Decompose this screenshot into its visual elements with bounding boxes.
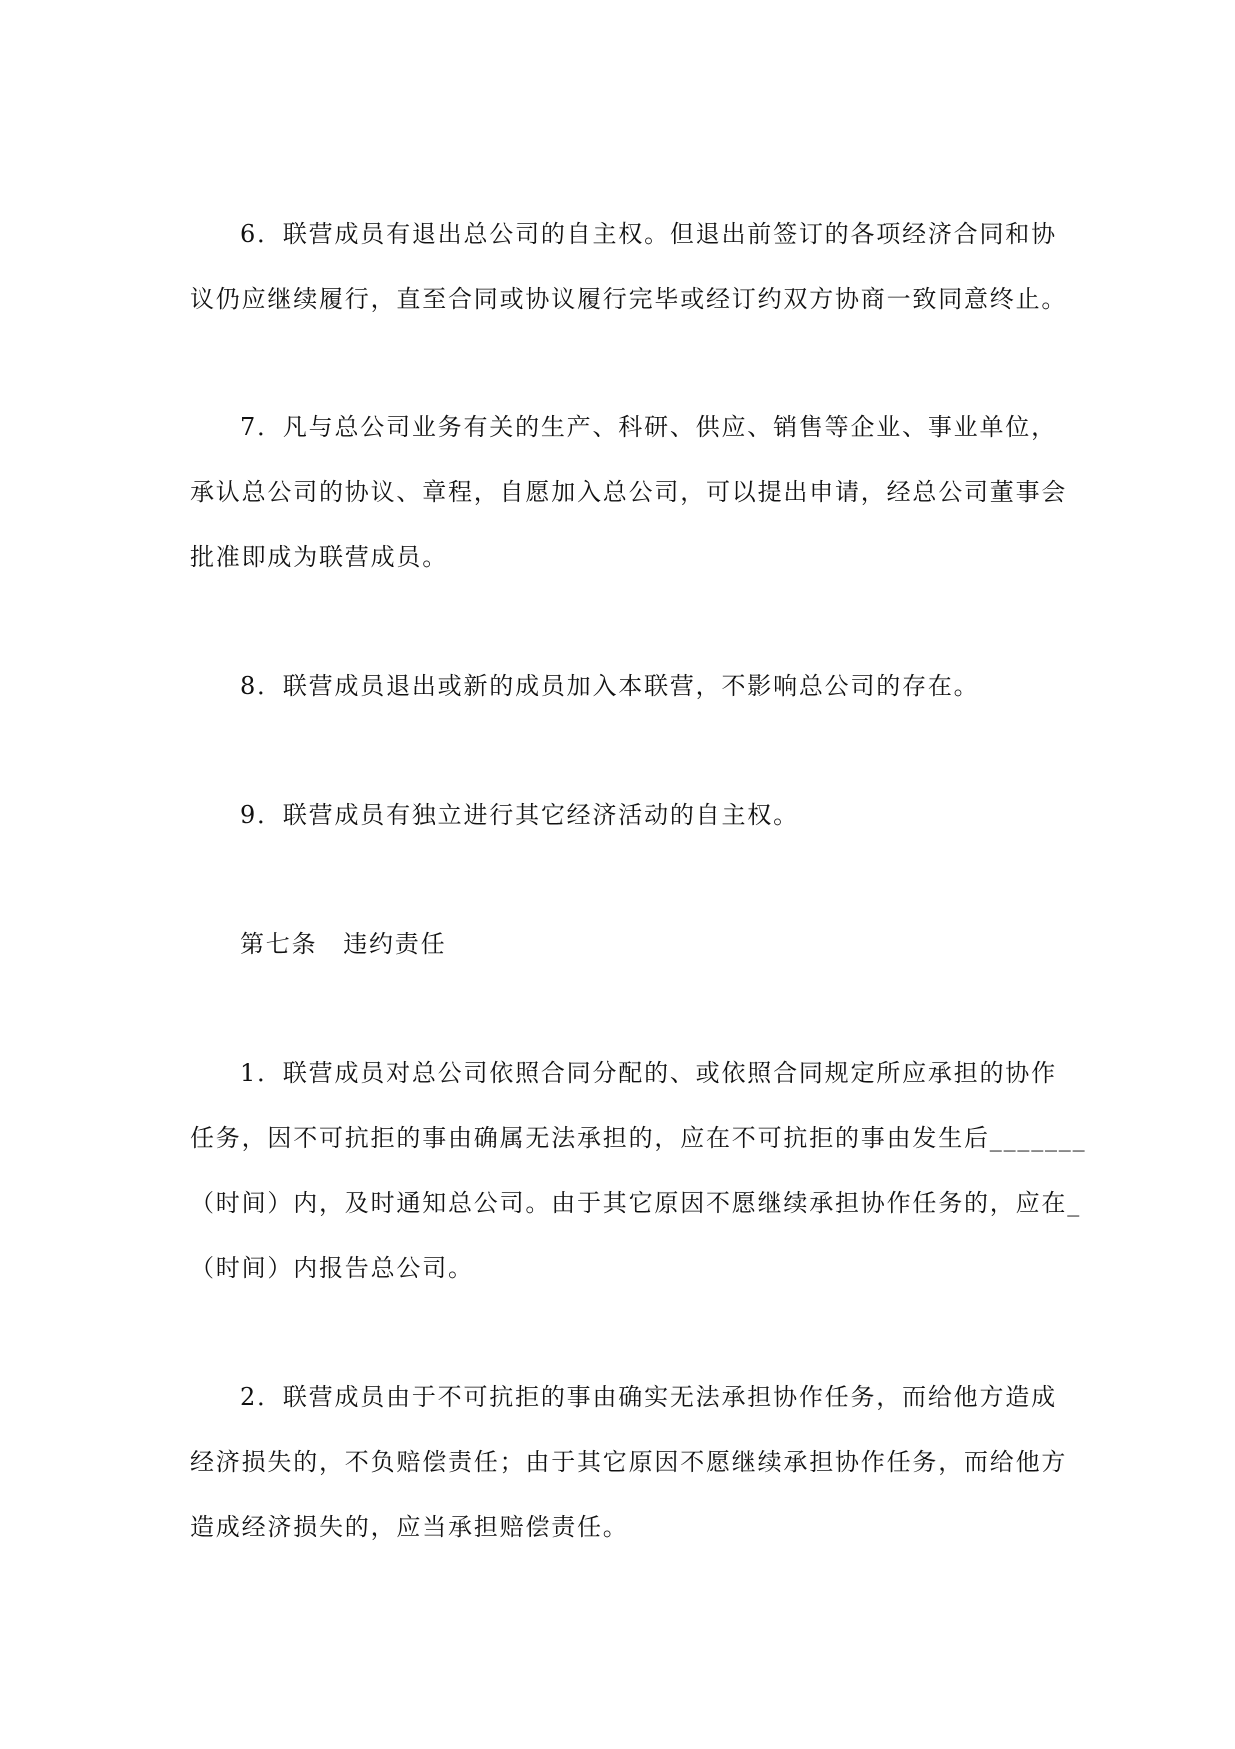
clause-9-line-1: 9．联营成员有独立进行其它经济活动的自主权。 bbox=[240, 801, 799, 829]
article-7-clause-1-line-4: （时间）内报告总公司。 bbox=[190, 1254, 474, 1282]
clause-7-line-1: 7．凡与总公司业务有关的生产、科研、供应、销售等企业、事业单位， bbox=[240, 413, 1057, 441]
article-7-clause-1-line-3: （时间）内，及时通知总公司。由于其它原因不愿继续承担协作任务的，应在_ bbox=[190, 1189, 1081, 1217]
clause-7-line-2: 承认总公司的协议、章程，自愿加入总公司，可以提出申请，经总公司董事会 bbox=[190, 478, 1068, 506]
article-7-clause-2-line-1: 2．联营成员由于不可抗拒的事由确实无法承担协作任务，而给他方造成 bbox=[240, 1383, 1057, 1411]
clause-6-line-1: 6．联营成员有退出总公司的自主权。但退出前签订的各项经济合同和协 bbox=[240, 220, 1057, 248]
article-7-clause-2-line-2: 经济损失的，不负赔偿责任；由于其它原因不愿继续承担协作任务，而给他方 bbox=[190, 1448, 1068, 1476]
article-7-clause-1-line-2: 任务，因不可抗拒的事由确属无法承担的，应在不可抗拒的事由发生后_______ bbox=[190, 1124, 1087, 1152]
article-7-heading: 第七条 违约责任 bbox=[240, 930, 447, 958]
article-7-clause-2-line-3: 造成经济损失的，应当承担赔偿责任。 bbox=[190, 1513, 629, 1541]
clause-6-line-2: 议仍应继续履行，直至合同或协议履行完毕或经订约双方协商一致同意终止。 bbox=[190, 285, 1068, 313]
clause-7-line-3: 批准即成为联营成员。 bbox=[190, 543, 448, 571]
article-7-clause-1-line-1: 1．联营成员对总公司依照合同分配的、或依照合同规定所应承担的协作 bbox=[240, 1059, 1057, 1087]
clause-8-line-1: 8．联营成员退出或新的成员加入本联营，不影响总公司的存在。 bbox=[240, 672, 980, 700]
